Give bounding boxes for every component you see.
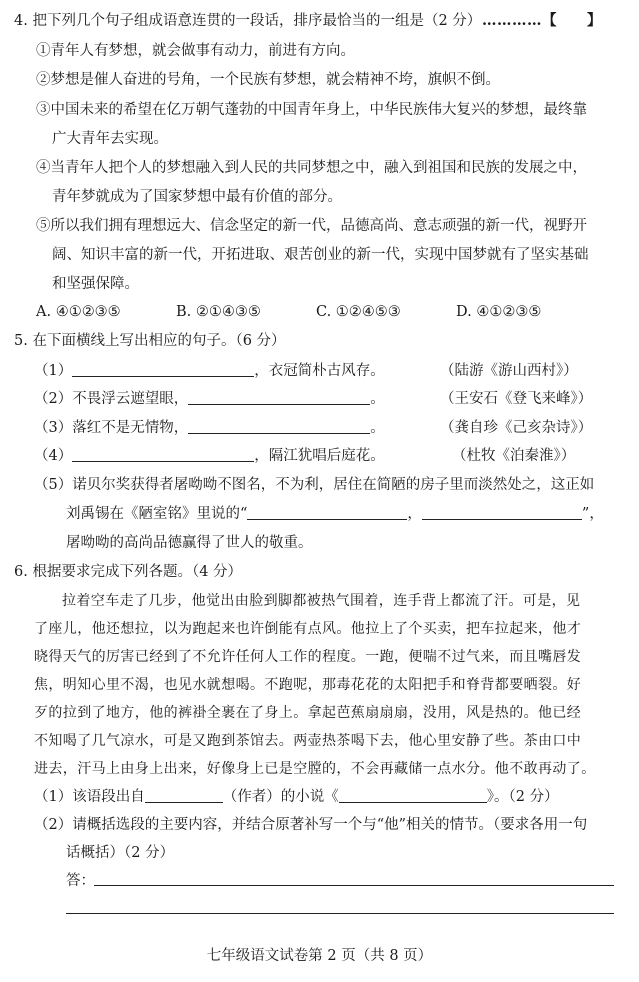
q6-sub-1 <box>34 788 559 806</box>
answer-label: 答： <box>66 873 95 889</box>
q5-item-1-source: （陆游《游山西村》） <box>440 363 578 379</box>
q5-item-2-end: 。 <box>370 391 385 407</box>
answer-bracket: …………【 】 <box>482 12 602 29</box>
q4-stem: 4. 把下列几个句子组成语意连贯的一段话，排序最恰当的一组是（2 分） <box>14 13 482 29</box>
q4-option-d[interactable]: D. ④①②③⑤ <box>456 304 542 320</box>
q4-sentence-3a: ③中国未来的希望在亿万朝气蓬勃的中国青年身上，中华民族伟大复兴的梦想，最终靠 <box>36 102 587 118</box>
q4-sentence-5b: 阔、知识丰富的新一代，开拓进取、艰苦创业的新一代，实现中国梦就有了坚实基础 <box>52 247 589 263</box>
q5-stem: 5. 在下面横线上写出相应的句子。（6 分） <box>14 333 286 349</box>
q5-item-5b <box>66 505 604 523</box>
q5-item-1-blank[interactable] <box>72 362 254 377</box>
q6-sub-2 <box>34 816 587 834</box>
answer-line-2[interactable] <box>66 913 614 914</box>
q6-sub-1-text-b: （作者）的小说《 <box>222 789 339 805</box>
q5-item-3-blank[interactable] <box>188 419 370 434</box>
q6-sub-1-text-c: 》。（2 分） <box>486 789 559 805</box>
q5-item-3-end: 。 <box>370 420 385 436</box>
q4-option-a[interactable]: A. ④①②③⑤ <box>36 304 121 320</box>
novel-title-blank[interactable] <box>339 788 487 803</box>
q5-item-4-text: ，隔江犹唱后庭花。 <box>254 448 385 464</box>
q5-item-3 <box>34 419 385 437</box>
passage-line-4: 焦，明知心里不渴，也见水就想喝。不跑呢，那毒花花的太阳把手和脊背都要晒裂。好 <box>34 677 582 693</box>
q5-item-2-number: （2） <box>34 391 73 407</box>
q5-item-3-source: （龚自珍《己亥杂诗》） <box>440 420 593 436</box>
q5-item-4 <box>34 447 385 465</box>
q5-item-5-text-a: 诺贝尔奖获得者屠呦呦不图名，不为利，居住在简陋的房子里而淡然处之，这正如 <box>72 477 595 493</box>
q4-sentence-5a: ⑤所以我们拥有理想远大、信念坚定的新一代，品德高尚、意志顽强的新一代，视野开 <box>36 218 587 234</box>
q5-item-5-number: （5） <box>34 477 73 493</box>
q5-item-2 <box>34 390 385 408</box>
q5-item-4-number: （4） <box>34 448 73 464</box>
answer-line-1[interactable] <box>94 885 614 886</box>
q6-sub-2-number: （2） <box>34 817 73 833</box>
q4-sentence-1: ①青年人有梦想，就会做事有动力，前进有方向。 <box>36 43 355 59</box>
q5-item-5a <box>34 476 594 494</box>
q6-sub-1-number: （1） <box>34 789 73 805</box>
q5-item-2-blank[interactable] <box>188 390 370 405</box>
passage-line-1: 拉着空车走了几步，他觉出由脸到脚都被热气围着，连手背上都流了汗。可是，见 <box>62 593 581 609</box>
q4-sentence-4b: 青年梦就成为了国家梦想中最有价值的部分。 <box>52 189 342 205</box>
q5-item-5c: 屠呦呦的高尚品德赢得了世人的敬重。 <box>66 535 313 551</box>
author-blank[interactable] <box>145 788 223 803</box>
q5-item-1-text: ，衣冠简朴古风存。 <box>254 363 385 379</box>
q5-item-4-source: （杜牧《泊秦淮》） <box>452 448 576 464</box>
q4-option-b[interactable]: B. ②①④③⑤ <box>176 304 261 320</box>
q4-sentence-4a: ④当青年人把个人的梦想融入到人民的共同梦想之中，融入到祖国和民族的发展之中， <box>36 160 587 176</box>
q6-stem: 6. 根据要求完成下列各题。（4 分） <box>14 564 243 580</box>
q6-sub-1-text-a: 该语段出自 <box>72 789 145 805</box>
page-footer: 七年级语文试卷第 2 页（共 8 页） <box>206 948 433 964</box>
passage-line-5: 歹的拉到了地方，他的裤褂全裹在了身上。拿起芭蕉扇扇扇，没用，风是热的。他已经 <box>34 705 582 721</box>
q5-item-1 <box>34 362 385 380</box>
q5-item-5-comma: ， <box>407 506 422 522</box>
q5-item-5-blank-2[interactable] <box>422 505 582 520</box>
passage-line-6: 不知喝了几气凉水，可是又跑到茶馆去。两壶热茶喝下去，他心里安静了些。茶由口中 <box>34 733 582 749</box>
q4-sentence-3b: 广大青年去实现。 <box>52 131 168 147</box>
q5-item-2-source: （王安石《登飞来峰》） <box>440 391 593 407</box>
q5-item-5-blank-1[interactable] <box>247 505 407 520</box>
q5-item-3-text: 落红不是无情物， <box>72 420 189 436</box>
q5-item-5-text-b1: 刘禹锡在《陋室铭》里说的“ <box>66 506 248 522</box>
q5-item-4-blank[interactable] <box>72 447 254 462</box>
passage-line-7: 进去，汗马上由身上出来，好像身上已是空膛的，不会再藏储一点水分。他不敢再动了。 <box>34 761 596 777</box>
q6-sub-2-text-a: 请概括选段的主要内容，并结合原著补写一个与“他”相关的情节。（要求各用一句 <box>72 817 588 833</box>
q5-item-1-number: （1） <box>34 363 73 379</box>
q4-sentence-2: ②梦想是催人奋进的号角，一个民族有梦想，就会精神不垮，旗帜不倒。 <box>36 72 500 88</box>
passage-line-2: 了座儿，他还想拉，以为跑起来也许倒能有点风。他拉上了个买卖，把车拉起来，他才 <box>34 621 582 637</box>
q5-item-5-text-b3: ”， <box>581 506 604 522</box>
passage-line-3: 晓得天气的厉害已经到了不允许任何人工作的程度。一跑，便喘不过气来，而且嘴唇发 <box>34 649 582 665</box>
q5-item-3-number: （3） <box>34 420 73 436</box>
q6-sub-2-text-b: 话概括）（2 分） <box>66 845 175 861</box>
q4-sentence-5c: 和坚强保障。 <box>52 276 139 292</box>
q4-option-c[interactable]: C. ①②④⑤③ <box>316 304 401 320</box>
q5-item-2-text: 不畏浮云遮望眼， <box>72 391 189 407</box>
